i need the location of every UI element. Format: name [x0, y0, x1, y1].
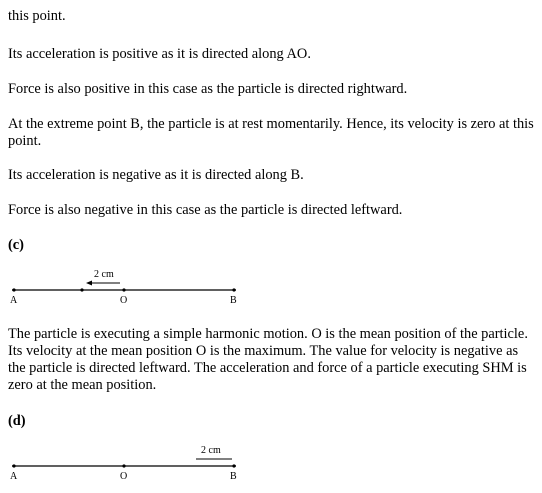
paragraph-acceleration-negative: Its acceleration is negative as it is directed along B. [8, 167, 304, 183]
paragraph-acceleration-positive: Its acceleration is positive as it is directed along AO. [8, 46, 311, 62]
paragraph-shm-explanation: The particle is executing a simple harmonic motion. O is the mean position of the particle. Its velocity at the mean position O is the maximum. The value for velocity is negative as the particle is directed leftward. The acceleration and force of a particle executing SHM is zero at the mean position. [8, 326, 528, 393]
diagram-c-point-b [232, 288, 235, 291]
diagram-d-point-o [122, 464, 125, 467]
paragraph-force-negative: Force is also negative in this case as the particle is directed leftward. [8, 202, 403, 218]
diagram-c-label-b: B [230, 295, 237, 306]
paragraph-force-positive: Force is also positive in this case as the particle is directed rightward. [8, 81, 408, 97]
diagram-c-particle [80, 288, 83, 291]
diagram-c-point-a [12, 288, 15, 291]
diagram-d-label-b: B [230, 471, 237, 482]
diagram-c-velocity-arrow-head [86, 281, 92, 286]
diagram-c-label-o: O [120, 295, 128, 306]
section-heading-d: (d) [8, 413, 26, 429]
diagram-d-label-o: O [120, 471, 128, 482]
paragraph-extreme-point-b: At the extreme point B, the particle is at rest momentarily. Hence, its velocity is zero at this point. [8, 116, 534, 149]
diagram-d-label-a: A [10, 471, 18, 482]
diagram-d-displacement-label: 2 cm [201, 445, 221, 456]
paragraph-this-point: this point. [8, 8, 66, 24]
diagram-d-point-a [12, 464, 15, 467]
shm-diagram-c [0, 266, 542, 310]
diagram-d-point-b [232, 464, 235, 467]
diagram-c-point-o [122, 288, 125, 291]
diagram-c-label-a: A [10, 295, 18, 306]
section-heading-c: (c) [8, 237, 24, 253]
shm-diagram-d [0, 442, 542, 486]
diagram-c-displacement-label: 2 cm [94, 269, 114, 280]
